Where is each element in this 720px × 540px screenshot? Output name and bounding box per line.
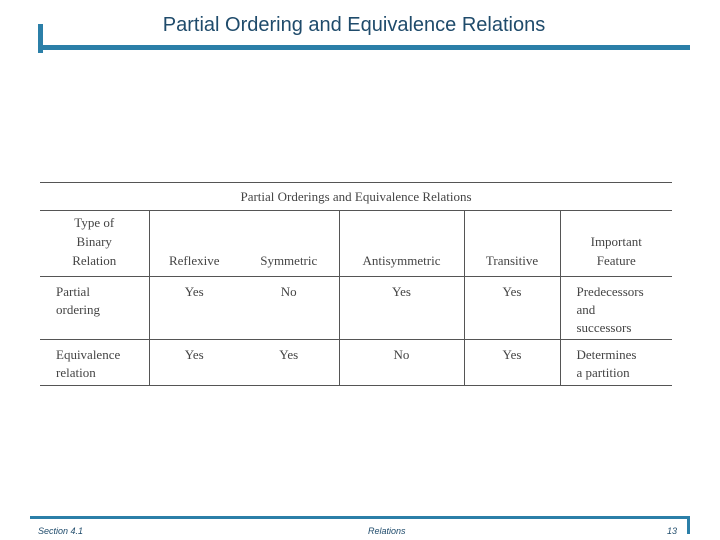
footer-section: Section 4.1 [38,526,84,536]
row-type-cell [40,340,149,386]
header-reflexive [149,211,239,277]
row-symmetric-value: Yes [279,347,299,362]
row-type-cell [40,277,149,340]
header-symmetric-label: Symmetric [260,253,318,268]
row-feature-cell [560,340,672,386]
footer-rule [30,516,690,519]
table-row [40,340,672,386]
footer-page-number: 13 [667,526,678,536]
footer-topic: Relations [368,526,406,536]
row-reflexive-cell [149,340,239,386]
relations-table [40,211,672,386]
row-symmetric-value: No [280,284,297,299]
row-transitive-value: Yes [502,347,522,362]
row-type-line2: relation [56,365,96,380]
table-row [40,277,672,340]
header-symmetric [239,211,339,277]
row-transitive-cell [464,340,560,386]
header-type-line3: Relation [72,253,117,268]
row-feature-cell [560,277,672,340]
header-antisymmetric-label: Antisymmetric [362,253,441,268]
header-transitive-label: Transitive [485,253,539,268]
row-symmetric-cell [239,340,339,386]
footer-accent-tick [687,516,690,534]
header-type-line1: Type of [74,215,115,230]
row-feature-line3: successors [576,320,632,335]
row-feature-line2: a partition [576,365,630,380]
header-transitive [464,211,560,277]
row-reflexive-value: Yes [184,347,204,362]
row-feature-line1: Determines [576,347,637,362]
row-type-line2: ordering [56,302,101,317]
row-feature-line1: Predecessors [576,284,644,299]
row-transitive-cell [464,277,560,340]
row-feature-line2: and [576,302,596,317]
row-type-line1: Partial [56,284,90,299]
header-feature [560,211,672,277]
header-type-line2: Binary [76,234,112,249]
header-reflexive-label: Reflexive [168,253,220,268]
header-antisymmetric [339,211,464,277]
row-type-line1: Equivalence [56,347,121,362]
relations-table-figure [40,182,672,386]
header-feature-line1: Important [590,234,642,249]
row-antisymmetric-value: Yes [392,284,411,299]
header-feature-line2: Feature [596,253,636,268]
row-symmetric-cell [239,277,339,340]
row-antisymmetric-cell [339,340,464,386]
slide-title: Partial Ordering and Equivalence Relations [162,14,546,36]
row-antisymmetric-cell [339,277,464,340]
row-antisymmetric-value: No [393,347,410,362]
title-rule [38,45,690,50]
table-header-row [40,211,672,277]
header-type [40,211,149,277]
row-reflexive-cell [149,277,239,340]
table-caption: Partial Orderings and Equivalence Relations [40,182,672,211]
row-transitive-value: Yes [502,284,522,299]
row-reflexive-value: Yes [184,284,204,299]
